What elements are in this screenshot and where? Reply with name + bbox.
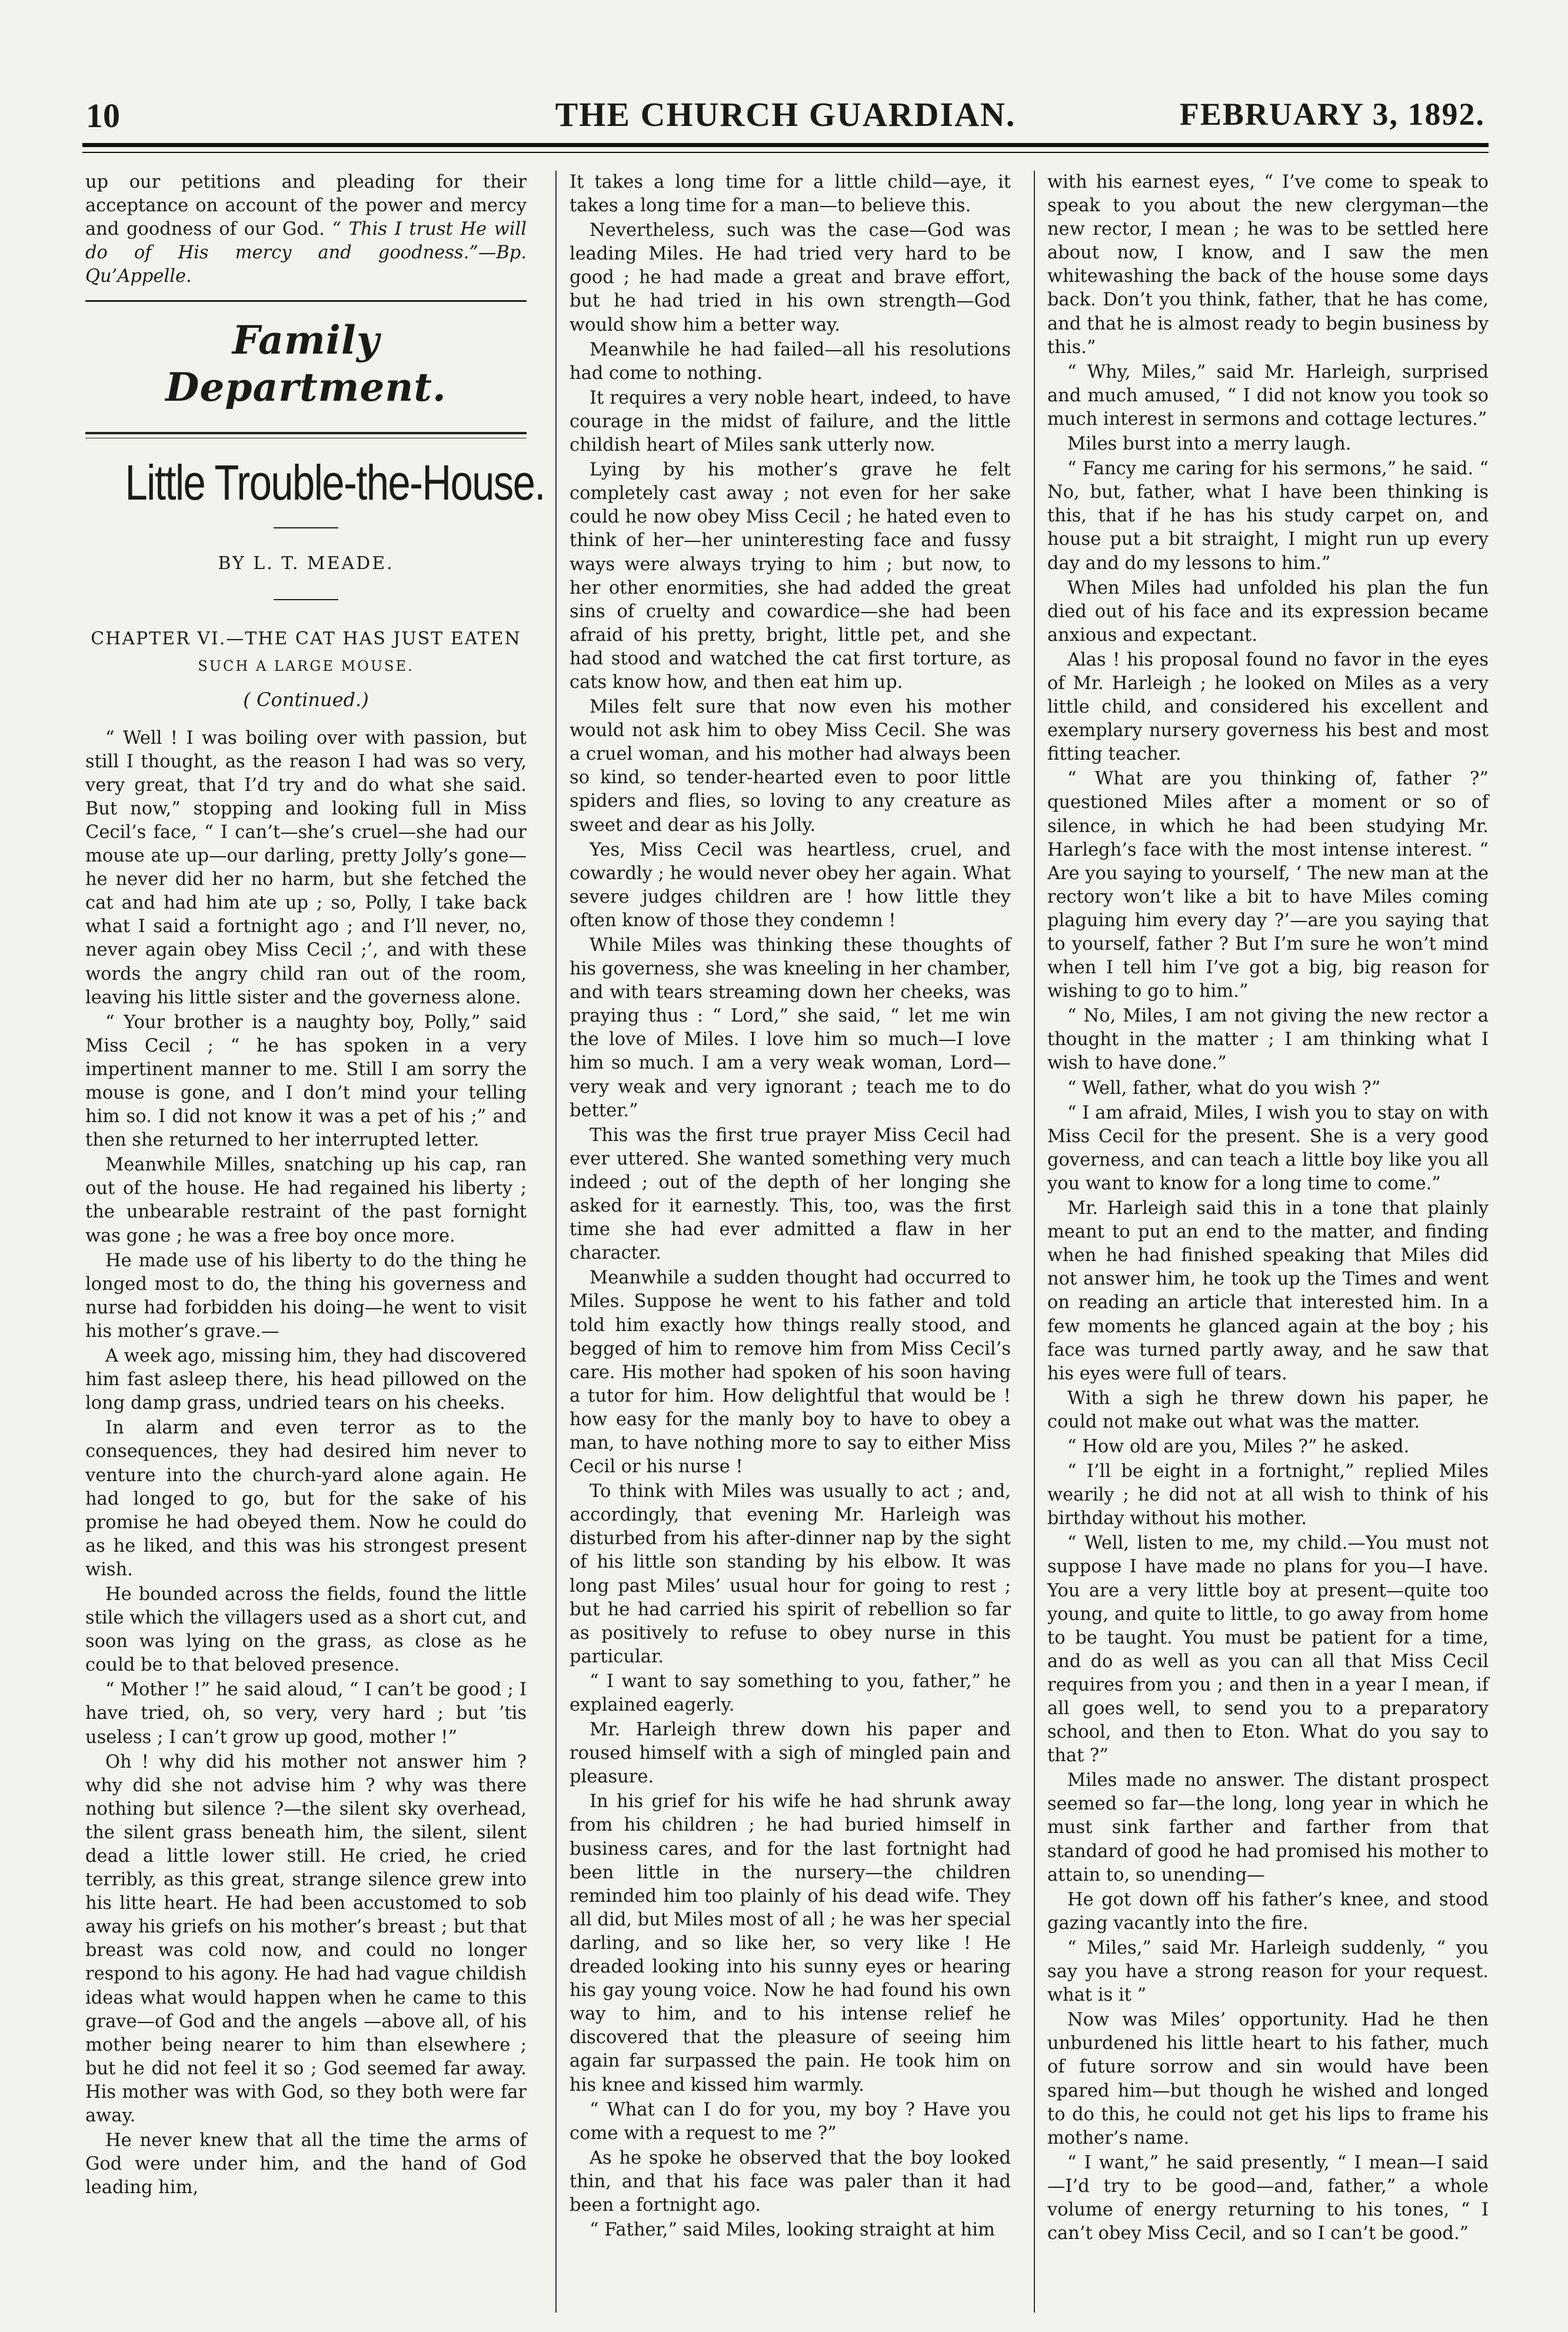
masthead: THE CHURCH GUARDIAN. — [555, 95, 1016, 134]
article-paragraph: Meanwhile a sudden thought had occurred to Miles. Suppose he went to his father and told told him exactly how things really stood, and begged of him to remove him from Miss Cecil’s care. His mother had spoken of his soon having a tutor for him. How delightful that would be ! how easy for the manly boy to have to obey a man, to have nothing more to say to either Miss Cecil or his nurse ! — [570, 1268, 1011, 1478]
article-paragraph: Miles felt sure that now even his mother would not ask him to obey Miss Cecil. She was a cruel woman, and his mother had always been so kind, so tender-hearted even to poor little spiders and flies, so loving to any creature as sweet and dear as his Jolly. — [570, 697, 1011, 836]
article-paragraph: Yes, Miss Cecil was heartless, cruel, and cowardly ; he would never obey her again. What severe judges children are ! how little they often know of those they condemn ! — [570, 839, 1011, 931]
article-paragraph: While Miles was thinking these thoughts of his governess, she was kneeling in her chamber, and with tears streaming down her cheeks, was praying thus : “ Lord,” she said, “ let me win the love of Miles. I love him so much—I love him so much. I am a very weak woman, Lord—very weak and very ignorant ; teach me to do better.” — [570, 935, 1011, 1121]
article-paragraph: A week ago, missing him, they had discovered him fast asleep there, his head pillowed on the long damp grass, undried tears on his cheeks. — [85, 1346, 527, 1414]
article-paragraph: “ Well ! I was boiling over with passion, but still I thought, as the reason I had was so very, very great, that I’d try and do what she said. But now,” stopping and looking full in Miss Cecil’s face, “ I can’t—she’s cruel—she had our mouse ate up—our darling, pretty Jolly’s gone—he never did her no harm, but she fetched the cat and had him ate up ; so, Polly, I take back what I said a fortnight ago ; and I’ll never, no, never again obey Miss Cecil ;’, and with these words the angry child ran out of the room, leaving his little sister and the governess alone. — [85, 727, 527, 1008]
article-paragraph: In his grief for his wife he had shrunk away from his children ; he had buried himself in business cares, and for the last fortnight had been little in the nursery—the children reminded him too plainly of his dead wife. They all did, but Miles most of all ; he was her special darling, and so like her, so very like ! He dreaded looking into his sunny eyes or hearing his gay young voice. Now he had found his own way to him, and to his intense relief he discovered that the pleasure of seeing him again far surpassed the pain. He took him on his knee and kissed him warmly. — [570, 1791, 1011, 2095]
department-heading: Family Department. — [165, 317, 447, 410]
article-paragraph: “ Fancy me caring for his sermons,” he said. “ No, but, father, what I have been thinking is this, that if he has his study carpet on, and house put a bit straight, I might run up every day and do my lessons to him.” — [1047, 458, 1489, 574]
article-paragraph: Lying by his mother’s grave he felt completely cast away ; not even for her sake could he now obey Miss Cecil ; he hated even to think of her—her uninteresting face and fussy ways were always trying to him ; but now, to her other enormities, she had added the great sins of cruelty and cowardice—she had been afraid of his pretty, bright, little pet, and she had stood and watched the cat first torture, as cats know how, and then eat him up. — [570, 460, 1011, 693]
article-paragraph: To think with Miles was usually to act ; and, accordingly, that evening Mr. Harleigh was disturbed from his after-dinner nap by the sight of his little son standing by his elbow. It was long past Miles’ usual hour for going to rest ; but he had carried his spirit of rebellion so far as positively to refuse to obey nurse in this particular. — [570, 1481, 1011, 1667]
article-paragraph: In alarm and even terror as to the consequences, they had desired him never to venture into the church-yard alone again. He had longed to go, but for the sake of his promise he had obeyed them. Now he could do as he liked, and this was his strongest present wish. — [85, 1418, 527, 1580]
chapter-subheading: SUCH A LARGE MOUSE. — [198, 658, 414, 675]
article-paragraph: It requires a very noble heart, indeed, to have courage in the midst of failure, and the little childish heart of Miles sank utterly now. — [570, 387, 1011, 456]
article-paragraph: He bounded across the fields, found the little stile which the villagers used as a short cut, and soon was lying on the grass, as close as he could be to that beloved presence. — [85, 1584, 527, 1676]
short-rule — [274, 527, 338, 528]
article-paragraph: Mr. Harleigh said this in a tone that plainly meant to put an end to the matter, and finding when he had finished speaking that Miles did not answer him, he took up the Times and went on reading an article that interested him. In a few moments he glanced again at the boy ; his face was turned partly away, and he saw that his eyes were full of tears. — [1047, 1198, 1489, 1384]
article-paragraph: “ I am afraid, Miles, I wish you to stay on with Miss Cecil for the present. She is a very good governess, and can teach a little boy like you all you want to know for a long time to come.” — [1047, 1102, 1489, 1194]
article-paragraph: Mr. Harleigh threw down his paper and roused himself with a sigh of mingled pain and pleasure. — [570, 1719, 1011, 1788]
column-1-body — [85, 727, 527, 2200]
article-paragraph: “ What are you thinking of, father ?” questioned Miles after a moment or so of silence, in which he had been studying Mr. Harlegh’s face with the most intense interest. “ Are you saying to yourself, ‘ The new man at the rectory won’t like a bit to have Miles coming plaguing him every day ?’—are you saying that to yourself, father ? But I’m sure he won’t mind when I tell him I’ve got a big, big reason for wishing to go to him.” — [1047, 769, 1489, 1002]
article-paragraph: “ What can I do for you, my boy ? Have you come with a request to me ?” — [570, 2099, 1011, 2144]
article-paragraph: It takes a long time for a little child—aye, it takes a long time for a man—to believe this. — [570, 172, 1011, 217]
article-paragraph: He never knew that all the time the arms of God were under him, and the hand of God leading him, — [85, 2130, 527, 2198]
article-paragraph: Now was Miles’ opportunity. Had he then unburdened his little heart to his father, much of future sorrow and sin would have been spared him—but though he wished and longed to do this, he could not get his lips to frame his mother’s name. — [1047, 2010, 1489, 2148]
article-paragraph: As he spoke he observed that the boy looked thin, and that his face was paler than it had been a fortnight ago. — [570, 2147, 1011, 2215]
article-paragraph: “ Why, Miles,” said Mr. Harleigh, surprised and much amused, “ I did not know you took so much interest in sermons and cottage lectures.” — [1047, 361, 1489, 430]
column-3-body — [1047, 171, 1489, 2245]
continued-note: ( Continued.) — [243, 688, 369, 711]
intro-text: up our petitions and pleading for their acceptance on account of the power and mercy and goodness of our God. — [85, 172, 527, 240]
article-paragraph: “ Miles,” said Mr. Harleigh suddenly, “ you say you have a strong reason for your request. what is it ” — [1047, 1937, 1489, 2006]
article-paragraph: Miles made no answer. The distant prospect seemed so far—the long, long year in which he must sink farther and farther from that standard of good he had promised his mother to attain to, so unending— — [1047, 1770, 1489, 1885]
page-number: 10 — [86, 97, 120, 135]
article-paragraph: “ Mother !” he said aloud, “ I can’t be good ; I have tried, oh, so very, very hard ; but ’tis useless ; I can’t grow up good, mother !” — [85, 1679, 527, 1748]
article-paragraph: “ I want to say something to you, father,” he explained eagerly. — [570, 1671, 1011, 1715]
article-paragraph: With a sigh he threw down his paper, he could not make out what was the matter. — [1047, 1388, 1489, 1432]
article-paragraph: “ Well, father, what do you wish ?” — [1067, 1077, 1381, 1099]
intro-paragraph — [85, 171, 527, 288]
column-2 — [570, 171, 1011, 2243]
column-1 — [85, 171, 545, 2201]
column-divider — [1034, 171, 1035, 2313]
article-paragraph: “ Your brother is a naughty boy, Polly,” said Miss Cecil ; “ he has spoken in a very impertinent manner to me. Still I am sorry the mouse is gone, and I don’t mind your telling him so. I did not know it was a pet of his ;” and then she returned to her interrupted letter. — [85, 1012, 527, 1151]
article-paragraph: “ No, Miles, I am not giving the new rector a thought in the matter ; I am thinking what I wish to have done.” — [1047, 1006, 1489, 1074]
column-2-body — [570, 171, 1011, 2242]
byline: BY L. T. MEADE. — [218, 553, 394, 574]
article-paragraph: with his earnest eyes, “ I’ve come to speak to speak to you about the new clergyman—the new rector, I mean ; he was to be settled here about now, I know, and I saw the men whitewashing the back of the house some days back. Don’t you think, father, that he has come, and that he is almost ready to begin business by this.” — [1047, 172, 1489, 358]
chapter-heading: CHAPTER VI.—THE CAT HAS JUST EATEN — [91, 628, 521, 650]
article-paragraph: Alas ! his proposal found no favor in the eyes of Mr. Harleigh ; he looked on Miles as a very little child, and considered his excellent and exemplary nursery governess his best and most fitting teacher. — [1047, 649, 1489, 765]
page-header — [82, 91, 1489, 150]
header-rule-thin — [82, 152, 1489, 153]
issue-date: FEBRUARY 3, 1892. — [1179, 97, 1485, 132]
article-paragraph: When Miles had unfolded his plan the fun died out of his face and its expression became anxious and expectant. — [1047, 577, 1489, 646]
intro-quote: “ This I trust He will do of His mercy and goodness.”—Bp. Qu’Appelle. — [85, 219, 527, 287]
article-paragraph: “ How old are you, Miles ?” he asked. — [1067, 1436, 1410, 1457]
article-paragraph: Oh ! why did his mother not answer him ? why did she not advise him ? why was there nothing but silence ?—the silent sky overhead, the silent grass beneath him, the silent, silent dead a little lower still. He cried, he cried terribly, as this great, strange silence grew into his litte heart. He had been accustomed to sob away his griefs on his mother’s breast ; but that breast was cold now, and could no longer respond to his agony. He had had vague childish ideas what would happen when he came to this grave—of God and the angels —above all, of his mother being nearer to him than elsewhere ; but he did not feel it so ; God seemed far away. His mother was with God, so they both were far away. — [85, 1751, 527, 2127]
article-paragraph: “ Well, listen to me, my child.—You must not suppose I have made no plans for you—I have. You are a very little boy at present—quite too young, and quite to little, to go away from home to be taught. You must be patient for a time, and do as well as you can all that Miss Cecil requires from you ; and then in a year I mean, if all goes well, to send you to a preparatory school, and then to Eton. What do you say to that ?” — [1047, 1533, 1489, 1767]
column-3 — [1047, 171, 1489, 2247]
article-paragraph: Meanwhile Milles, snatching up his cap, ran out of the house. He had regained his liberty ; the unbearable restraint of the past fornight was gone ; he was a free boy once more. — [85, 1155, 527, 1246]
section-rule — [85, 300, 527, 302]
article-paragraph: “ I’ll be eight in a fortnight,” replied Miles wearily ; he did not at all wish to think of his birthday without his mother. — [1047, 1461, 1489, 1529]
column-divider — [555, 171, 557, 2313]
header-rule — [82, 143, 1489, 147]
article-paragraph: He got down off his father’s knee, and stood gazing vacantly into the fire. — [1047, 1889, 1489, 1934]
section-rule — [85, 432, 527, 434]
article-paragraph: Nevertheless, such was the case—God was leading Miles. He had tried very hard to be good ; he had made a great and brave effort, but he had tried in his own strength—God would show him a better way. — [570, 220, 1011, 335]
article-paragraph: Meanwhile he had failed—all his resolutions had come to nothing. — [570, 339, 1011, 384]
article-paragraph: “ Father,” said Miles, looking straight at him — [590, 2220, 995, 2241]
short-rule — [274, 599, 338, 600]
article-paragraph: “ I want,” he said presently, “ I mean—I said—I’d try to be good—and, father,” a whole volume of energy returning to his tones, “ I can’t obey Miss Cecil, and so I can’t be good.” — [1047, 2152, 1489, 2244]
article-paragraph: He made use of his liberty to do the thing he longed most to do, the thing his governess and nurse had forbidden his doing—he went to visit his mother’s grave.— — [85, 1250, 527, 1342]
article-paragraph: This was the first true prayer Miss Cecil had ever uttered. She wanted something very much indeed ; out of the depth of her longing she asked for it earnestly. This, too, was the first time she had ever admitted a flaw in her character. — [570, 1125, 1011, 1264]
article-paragraph: Miles burst into a merry laugh. — [1067, 434, 1351, 455]
story-title: Little Trouble-the-House. — [125, 454, 545, 510]
